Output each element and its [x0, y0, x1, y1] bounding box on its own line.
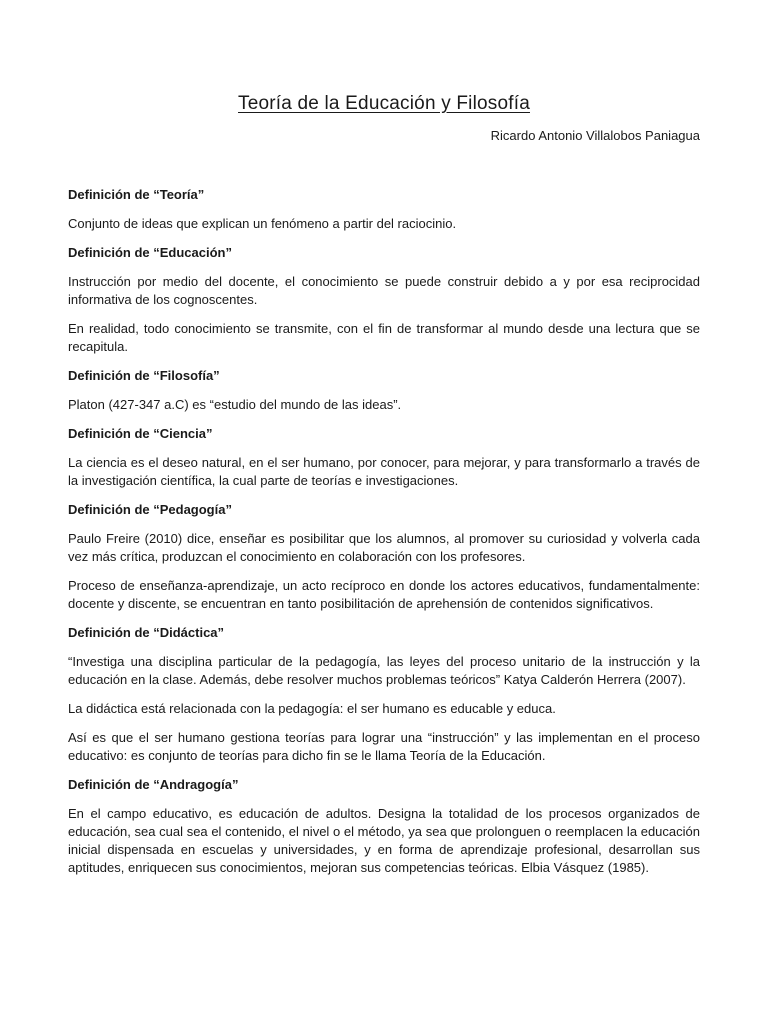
paragraph: Instrucción por medio del docente, el conocimiento se puede construir debido a y por esa reciprocidad informativa de los cognoscentes. — [68, 274, 700, 307]
paragraph: La ciencia es el deseo natural, en el ser humano, por conocer, para mejorar, y para transformarlo a través de la investigación científica, la cual parte de teorías e investigaciones. — [68, 455, 700, 488]
document-body — [68, 186, 700, 888]
paragraph: La didáctica está relacionada con la pedagogía: el ser humano es educable y educa. — [68, 701, 556, 716]
section-heading-ciencia: Definición de “Ciencia” — [68, 426, 213, 441]
document-title: Teoría de la Educación y Filosofía — [238, 93, 530, 114]
section-heading-filosofia: Definición de “Filosofía” — [68, 368, 220, 383]
paragraph: Platon (427-347 a.C) es “estudio del mundo de las ideas”. — [68, 397, 402, 412]
section-heading-andragogia: Definición de “Andragogía” — [68, 777, 239, 792]
paragraph: En realidad, todo conocimiento se transmite, con el fin de transformar al mundo desde una lectura que se recapitula. — [68, 321, 700, 354]
section-heading-teoria: Definición de “Teoría” — [68, 187, 205, 202]
paragraph: Así es que el ser humano gestiona teorías para lograr una “instrucción” y las implementan en el proceso educativo: es conjunto de teorías para dicho fin se le llama Teoría de la Educación. — [68, 730, 700, 763]
paragraph: Conjunto de ideas que explican un fenómeno a partir del raciocinio. — [68, 216, 457, 231]
paragraph: Proceso de enseñanza-aprendizaje, un acto recíproco en donde los actores educativos, fundamentalmente: docente y discente, se encuentran en tanto posibilitación de aprehensión de contenidos significativos. — [68, 578, 700, 611]
document-author: Ricardo Antonio Villalobos Paniagua — [490, 128, 700, 143]
section-heading-pedagogia: Definición de “Pedagogía” — [68, 502, 232, 517]
paragraph: En el campo educativo, es educación de adultos. Designa la totalidad de los procesos organizados de educación, sea cual sea el contenido, el nivel o el método, ya sea que prolonguen o reemplacen la educación inicial dispensada en escuelas y universidades, y en forma de aprendizaje profesional, desarrollan sus aptitudes, enriquecen sus conocimientos, mejoran sus competencias teóricas. Elbia Vásquez (1985). — [68, 806, 700, 875]
paragraph: “Investiga una disciplina particular de la pedagogía, las leyes del proceso unitario de la instrucción y la educación en la clase. Además, debe resolver muchos problemas teóricos” Katya Calderón Herrera (2007). — [68, 654, 700, 687]
paragraph: Paulo Freire (2010) dice, enseñar es posibilitar que los alumnos, al promover su curiosidad y volverla cada vez más crítica, produzcan el conocimiento en colaboración con los profesores. — [68, 531, 700, 564]
section-heading-educacion: Definición de “Educación” — [68, 245, 232, 260]
section-heading-didactica: Definición de “Didáctica” — [68, 625, 225, 640]
